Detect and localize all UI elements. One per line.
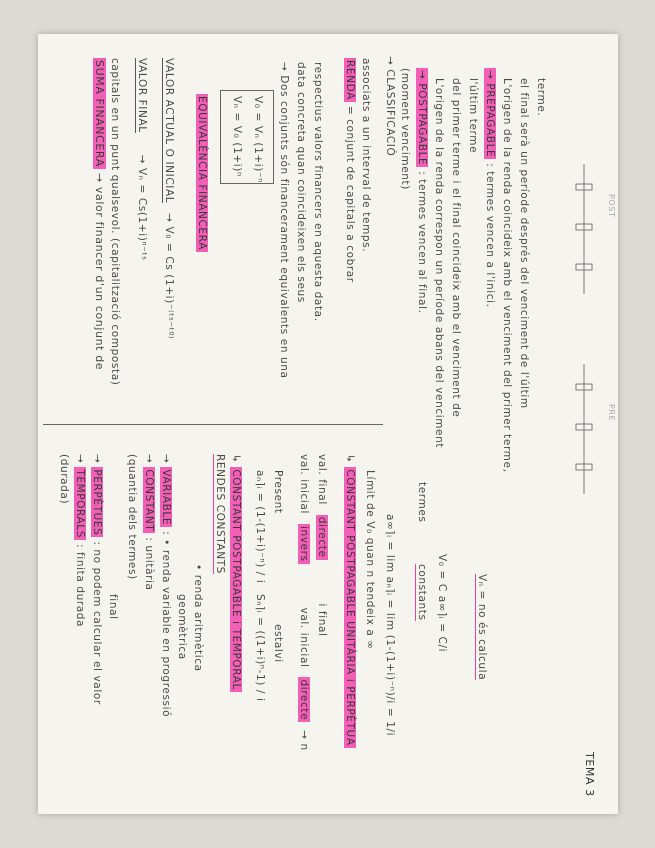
post-label: → POSTPAGABLE xyxy=(416,70,428,166)
variable-row: → VARIABLE : • renda variable en progressió xyxy=(160,454,172,718)
temporals-row: → TEMPORALS : finita durada xyxy=(74,454,86,628)
a-formula: aₙ⌉ᵢ = (1-(1+i)⁻ⁿ) / i xyxy=(254,470,266,584)
post-text4: l'últim terme xyxy=(467,78,479,154)
valor-actual-label: VALOR ACTUAL O INICIAL xyxy=(163,58,175,204)
temporals-label: TEMPORALS xyxy=(74,469,86,539)
post-text3: del primer terme i el final coincideix amb el venciment de xyxy=(450,78,462,418)
post-text1: : termes vencen al final. xyxy=(416,171,428,314)
perpetues-text1: : no podem calcular el valor xyxy=(91,541,103,705)
pre-text2: L'origen de la renda coincideix amb el venciment del primer terme, xyxy=(501,78,513,473)
class-heading: → CLASSIFICACIÓ xyxy=(384,56,396,157)
temporals-text: : finita durada xyxy=(74,543,86,628)
suma-text1: → valor financer d'un conjunt de xyxy=(93,172,106,371)
rendes-heading: RENDES CONSTANTS xyxy=(214,454,226,574)
renda-line xyxy=(344,58,356,283)
renda-heading: RENDA xyxy=(344,60,356,100)
perp-heading: CONSTANT POSTPAGABLE UNITÀRIA i PERPÈTUA xyxy=(344,469,356,746)
vi-row xyxy=(298,454,310,751)
rotated-content xyxy=(38,34,618,814)
equiv-heading-wrap xyxy=(196,94,208,252)
valor-final-formula: → Vₙ = Cs(1+i)ⁿ⁻ᵗˢ xyxy=(136,154,148,261)
quantia-sub: (quantia dels termes) xyxy=(126,454,138,580)
pre-text1: : termes vencen a l'inici. xyxy=(484,163,496,308)
pre-text3: el final serà un període després del venciment de l'últim xyxy=(518,78,530,409)
pre-label: → PREPAGABLE xyxy=(484,70,496,158)
suma-text2: capitals en un punt qualsevol. (capitalització composta) xyxy=(109,58,121,386)
vf-right: i final xyxy=(316,603,328,637)
variable-label: VARIABLE xyxy=(160,469,172,526)
vi-mid: invers xyxy=(298,525,310,562)
vf-row xyxy=(316,454,328,637)
variable-text1: : • renda variable en progressió xyxy=(160,531,172,718)
pre-text4: terme. xyxy=(535,78,547,117)
valor-actual-formula: → V₀ = Cs (1+i)⁻⁽ᵗˢ⁻ᵗ⁰⁾ xyxy=(163,213,175,340)
equiv-text1: → Dos conjunts són financerament equivalents en una xyxy=(278,62,290,379)
vi-right: val. inicial xyxy=(298,607,310,668)
postemp-heading: CONSTANT POSTPAGABLE i TEMPORAL xyxy=(230,469,242,690)
post-text2: L'origen de la renda correspon un període abans del venciment xyxy=(433,78,445,449)
limit-formula: a∞⌉ᵢ = lim aₙ⌉ᵢ = lim (1-(1+i)⁻ⁿ)/i = 1/i xyxy=(384,514,396,737)
vf-mid: directe xyxy=(316,516,328,558)
timeline-pre-label: PRE xyxy=(607,404,616,422)
constants-label: constants xyxy=(416,564,428,621)
equiv-heading: EQUIVALÈNCIA FINANCERA xyxy=(196,96,208,250)
equiv-formula-box xyxy=(220,90,274,184)
variable-text2: geomètrica xyxy=(176,594,188,660)
suma-line xyxy=(93,58,106,370)
renda-text2: associats a un interval de temps. xyxy=(360,58,372,253)
equiv-f1: Vₙ = V₀ (1+i)ⁿ xyxy=(231,96,243,177)
constant-label: CONSTANT xyxy=(143,469,155,532)
vf-label: val. final xyxy=(316,454,328,505)
vi-label: val. inicial xyxy=(298,454,310,514)
postemp-row: ↳ CONSTANT POSTPAGABLE i TEMPORAL xyxy=(230,454,242,690)
suma-heading: SUMA FINANCERA xyxy=(93,60,106,167)
perpetues-row: → PERPÈTUES : no podem calcular el valor xyxy=(91,454,103,705)
vn-formula-wrap xyxy=(476,574,488,680)
variable-text3: • renda aritmètica xyxy=(192,564,204,672)
perp-row: ↳ CONSTANT POSTPAGABLE UNITÀRIA i PERPÈTUA xyxy=(344,454,356,746)
renda-text1: = conjunt de capitals a cobrar xyxy=(344,105,356,283)
present-label: Present xyxy=(272,470,284,514)
vi-right-mid: directe xyxy=(298,679,310,721)
perpetues-label: PERPÈTUES xyxy=(91,469,103,536)
equiv-text2: data concreta quan coincideixen els seus xyxy=(295,62,307,303)
timeline-post-label: POST xyxy=(607,194,616,218)
equiv-f2: V₀ = Vₙ (1+i)⁻ⁿ xyxy=(252,96,264,183)
notes-page xyxy=(38,34,618,814)
post-row xyxy=(416,68,428,314)
estalvi-label: estalvi xyxy=(272,624,284,663)
rendes-heading-wrap xyxy=(214,454,226,574)
termes-label: termes xyxy=(416,482,428,523)
arrow-n: → n xyxy=(298,730,310,751)
valor-final-row xyxy=(136,58,148,261)
constants-label-wrap xyxy=(416,564,428,621)
column-divider xyxy=(43,424,383,425)
constant-row: → CONSTANT : unitària xyxy=(143,454,155,591)
equiv-text3: respectius valors financers en aquesta data. xyxy=(312,62,324,322)
constant-text: : unitària xyxy=(143,537,155,591)
valor-final-label: VALOR FINAL xyxy=(136,58,148,133)
vn-formula: Vₙ = no és calcula xyxy=(476,574,488,681)
perpetues-text2: final xyxy=(107,594,119,620)
pre-row xyxy=(484,68,496,308)
dur-sub: (durada) xyxy=(58,454,70,505)
valor-actual-row xyxy=(163,58,175,339)
v0-formula: V₀ = C a∞⌉ᵢ = C/i xyxy=(436,554,448,653)
s-formula: Sₙ⌉ᵢ = ((1+i)ⁿ-1) / i xyxy=(254,594,266,702)
timeline-diagram xyxy=(564,164,604,504)
page-title: TEMA 3 xyxy=(583,752,596,797)
class-sub: (moment venciment) xyxy=(399,68,411,190)
limit-text: Límit de V₀ quan n tendeix a ∞ xyxy=(364,470,376,650)
